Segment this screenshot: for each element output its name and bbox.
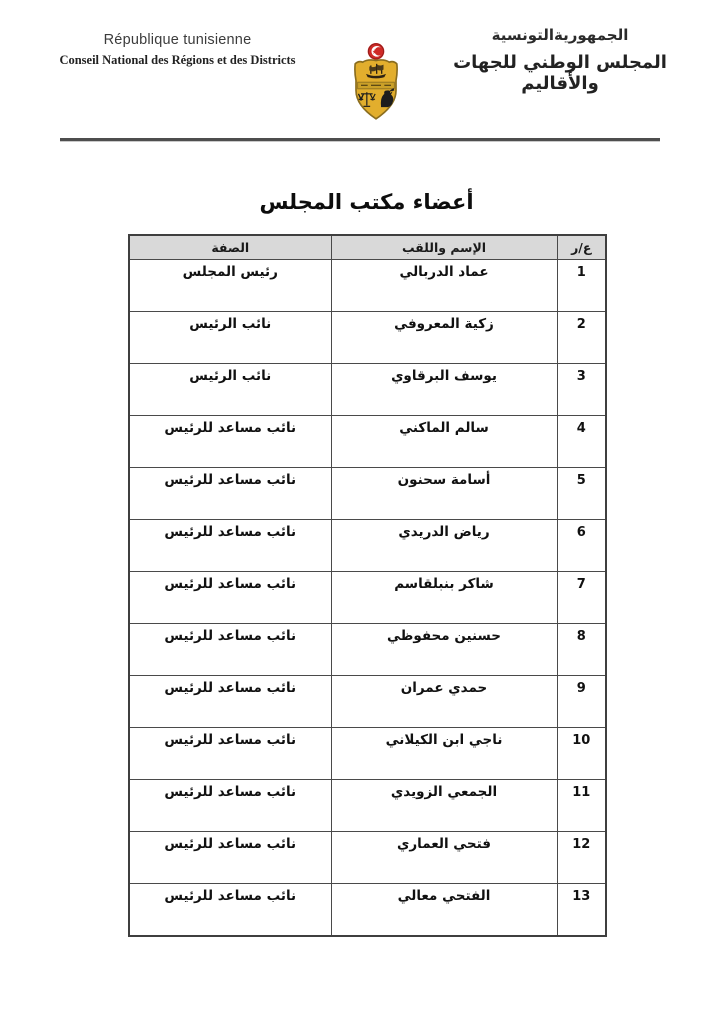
member-name: رياض الدريدي	[331, 520, 557, 572]
table-row	[129, 676, 606, 728]
member-number: 2	[557, 312, 606, 364]
column-header-name: الإسم واللقب	[331, 235, 557, 260]
republic-name-arabic: الجمهوريةالتونسية	[491, 26, 629, 44]
table-row	[129, 624, 606, 676]
member-role: نائب مساعد للرئيس	[129, 884, 331, 937]
member-number: 1	[557, 260, 606, 312]
page-title: أعضاء مكتب المجلس	[259, 190, 474, 214]
member-role: نائب الرئيس	[129, 312, 331, 364]
member-name: سالم الماكني	[331, 416, 557, 468]
member-number: 13	[557, 884, 606, 937]
member-number: 9	[557, 676, 606, 728]
member-name: الفتحي معالي	[331, 884, 557, 937]
member-role: نائب الرئيس	[129, 364, 331, 416]
member-role: نائب مساعد للرئيس	[129, 572, 331, 624]
republic-name-french: République tunisienne	[103, 32, 252, 48]
member-name: زكية المعروفي	[331, 312, 557, 364]
member-number: 11	[557, 780, 606, 832]
member-number: 12	[557, 832, 606, 884]
table-body	[129, 260, 606, 937]
header-french-block	[55, 32, 300, 68]
member-number: 3	[557, 364, 606, 416]
column-header-role: الصفة	[129, 235, 331, 260]
member-number: 8	[557, 624, 606, 676]
member-name: عماد الدربالي	[331, 260, 557, 312]
member-role: نائب مساعد للرئيس	[129, 780, 331, 832]
table-row	[129, 364, 606, 416]
header-divider-rule	[60, 138, 660, 142]
table-header-row	[129, 235, 606, 260]
member-number: 7	[557, 572, 606, 624]
member-number: 5	[557, 468, 606, 520]
council-name-french: Conseil National des Régions et des Districts	[59, 53, 296, 67]
member-name: أسامة سحنون	[331, 468, 557, 520]
council-name-arabic: المجلس الوطني للجهات والأقاليم	[453, 52, 667, 94]
member-number: 10	[557, 728, 606, 780]
table-row	[129, 728, 606, 780]
member-name: شاكر بنبلقاسم	[331, 572, 557, 624]
table-row	[129, 832, 606, 884]
member-name: حمدي عمران	[331, 676, 557, 728]
member-role: نائب مساعد للرئيس	[129, 468, 331, 520]
member-role: نائب مساعد للرئيس	[129, 624, 331, 676]
tunisia-coat-of-arms-icon	[351, 42, 401, 124]
member-role: نائب مساعد للرئيس	[129, 676, 331, 728]
member-number: 4	[557, 416, 606, 468]
table-row	[129, 572, 606, 624]
member-role: نائب مساعد للرئيس	[129, 832, 331, 884]
table-row	[129, 520, 606, 572]
members-table	[128, 234, 607, 937]
member-name: حسنين محفوظي	[331, 624, 557, 676]
table-row	[129, 312, 606, 364]
member-role: نائب مساعد للرئيس	[129, 416, 331, 468]
member-name: يوسف البرقاوي	[331, 364, 557, 416]
member-role: نائب مساعد للرئيس	[129, 728, 331, 780]
table-row	[129, 260, 606, 312]
member-number: 6	[557, 520, 606, 572]
table-row	[129, 468, 606, 520]
table-row	[129, 780, 606, 832]
member-name: الجمعي الزويدي	[331, 780, 557, 832]
members-table-container	[128, 234, 607, 937]
member-role: رئيس المجلس	[129, 260, 331, 312]
member-name: فتحي العماري	[331, 832, 557, 884]
header-arabic-block	[435, 26, 685, 94]
member-name: ناجي ابن الكيلاني	[331, 728, 557, 780]
table-row	[129, 884, 606, 937]
table-row	[129, 416, 606, 468]
column-header-number: ع/ر	[557, 235, 606, 260]
member-role: نائب مساعد للرئيس	[129, 520, 331, 572]
